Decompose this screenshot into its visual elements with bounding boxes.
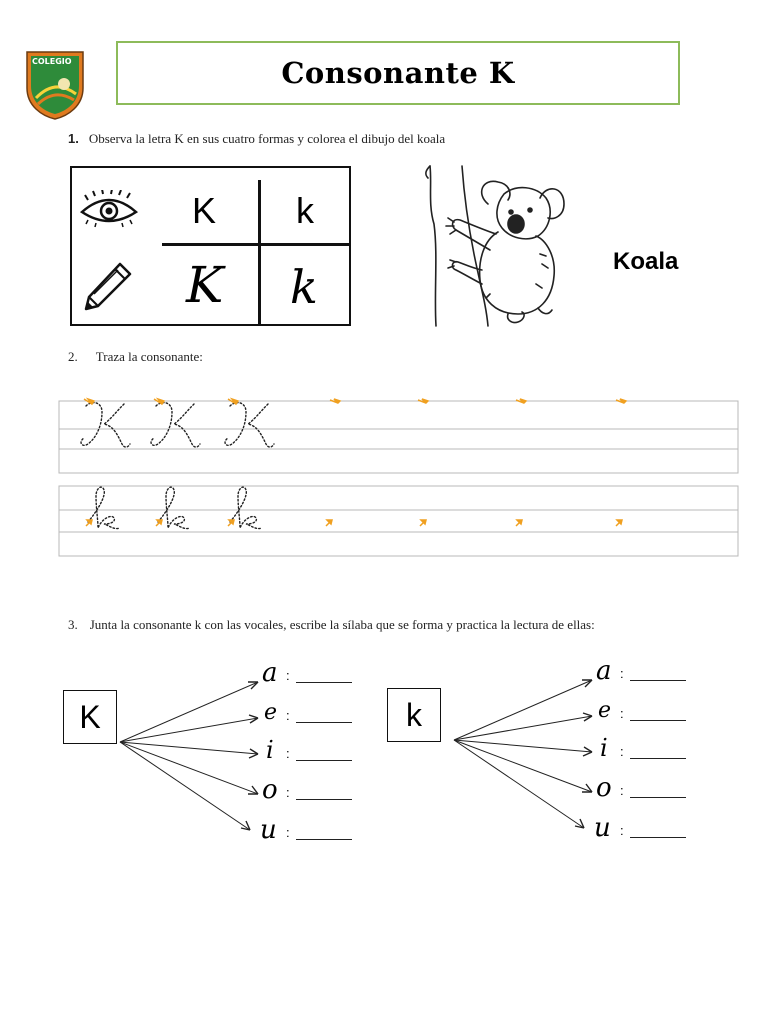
vowel-colon: :	[286, 785, 290, 800]
logo-text: COLEGIO	[32, 57, 72, 66]
pencil-icon	[82, 260, 134, 317]
answer-line[interactable]	[630, 837, 686, 838]
instruction-2	[68, 349, 203, 365]
tracing-strip-uppercase	[58, 392, 740, 478]
vowel-row	[592, 656, 692, 688]
answer-line[interactable]	[296, 682, 352, 683]
vowel-colon: :	[620, 744, 624, 759]
vowel-colon: :	[620, 783, 624, 798]
answer-line[interactable]	[630, 797, 686, 798]
instruction-number: 2.	[68, 349, 78, 364]
vowel-row	[592, 813, 692, 845]
vowel-row	[258, 815, 358, 847]
vowel-colon: :	[620, 706, 624, 721]
vowel-u: u	[260, 815, 277, 845]
vowel-row	[592, 773, 692, 805]
vowel-o: o	[596, 773, 612, 803]
consonant-box-lowercase: k	[387, 688, 441, 742]
instruction-number: 1.	[68, 131, 79, 146]
print-lowercase-k: k	[296, 190, 314, 231]
arrows-uppercase	[118, 668, 268, 838]
answer-line[interactable]	[630, 720, 686, 721]
vowel-row	[592, 700, 692, 728]
vowel-row	[592, 734, 692, 766]
instruction-3	[68, 617, 595, 633]
vowel-row	[258, 736, 358, 768]
answer-line[interactable]	[296, 839, 352, 840]
instruction-text: Traza la consonante:	[95, 349, 203, 364]
arrows-lowercase	[452, 666, 602, 836]
vowel-colon: :	[286, 708, 290, 723]
title-box	[116, 41, 680, 105]
print-uppercase-k: K	[192, 190, 217, 231]
instruction-text: Junta la consonante k con las vocales, escribe la sílaba que se forma y practica la lectura de ellas:	[89, 617, 595, 632]
vowel-colon: :	[286, 668, 290, 683]
vowel-row	[258, 702, 358, 730]
vowel-colon: :	[286, 825, 290, 840]
vowel-i: i	[600, 734, 608, 762]
vowel-a: a	[596, 656, 612, 686]
vowel-row	[258, 658, 358, 690]
answer-line[interactable]	[630, 680, 686, 681]
instruction-1	[68, 131, 445, 147]
answer-line[interactable]	[296, 760, 352, 761]
instruction-text: Observa la letra K en sus cuatro formas y colorea el dibujo del koala	[88, 131, 446, 146]
answer-line[interactable]	[296, 722, 352, 723]
cursive-uppercase-k: K	[186, 256, 224, 314]
vowel-i: i	[266, 736, 274, 764]
koala-illustration	[418, 164, 578, 328]
page-title: Consonante K	[281, 56, 515, 90]
vowel-e: e	[264, 700, 278, 725]
table-divider-horizontal	[162, 243, 351, 246]
vowel-colon: :	[620, 823, 624, 838]
answer-line[interactable]	[296, 799, 352, 800]
answer-line[interactable]	[630, 758, 686, 759]
eye-icon	[78, 190, 140, 235]
consonant-box-uppercase: K	[63, 690, 117, 744]
vowel-o: o	[262, 775, 278, 805]
letter-forms-table	[70, 166, 351, 326]
vowel-colon: :	[286, 746, 290, 761]
vowel-u: u	[594, 813, 611, 843]
tracing-strip-lowercase	[58, 480, 740, 560]
vowel-row	[258, 775, 358, 807]
koala-label: Koala	[613, 248, 679, 275]
vowel-colon: :	[620, 666, 624, 681]
school-logo	[24, 48, 86, 120]
cursive-lowercase-k: k	[290, 260, 318, 314]
vowel-a: a	[262, 658, 278, 688]
vowel-e: e	[598, 698, 612, 723]
instruction-number: 3.	[68, 617, 78, 632]
table-divider-vertical	[258, 180, 261, 326]
